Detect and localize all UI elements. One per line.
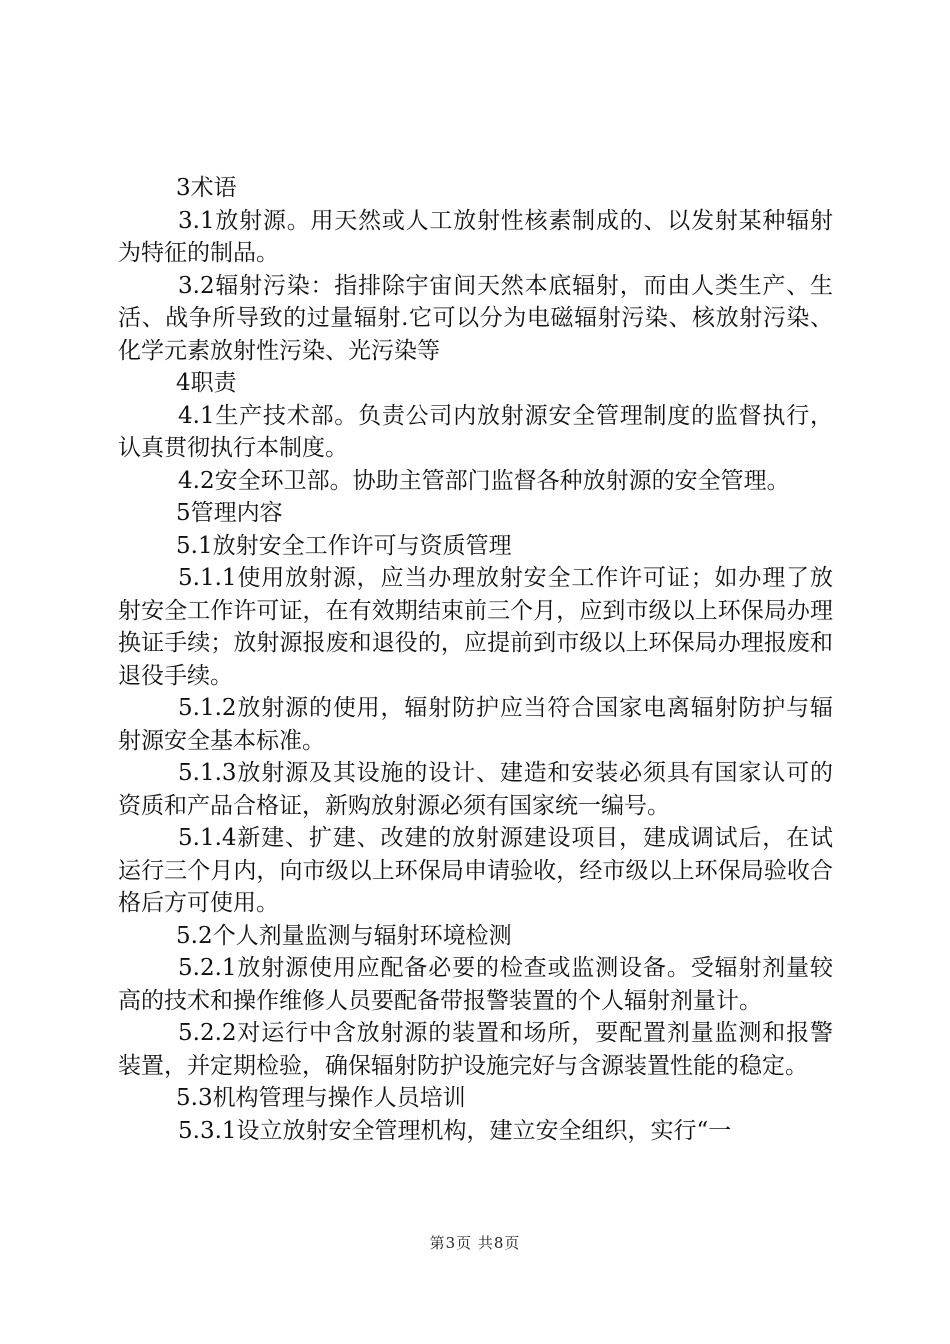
subsection-heading: 5.3机构管理与操作人员培训: [176, 1085, 466, 1111]
paragraph: 5.1.3放射源及其设施的设计、建造和安装必须具有国家认可的资质和产品合格证，新购放射源必须有国家统一编号。: [118, 760, 833, 819]
section-heading: 4职责: [176, 370, 237, 396]
subsection-heading: 5.1放射安全工作许可与资质管理: [176, 532, 512, 559]
section-heading: 5管理内容: [176, 500, 283, 526]
paragraph: 4.2安全环卫部。协助主管部门监督各种放射源的安全管理。: [178, 467, 790, 494]
paragraph: 4.1生产技术部。负责公司内放射源安全管理制度的监督执行，认真贯彻执行本制度。: [118, 402, 833, 461]
paragraph: 5.1.2放射源的使用，辐射防护应当符合国家电离辐射防护与辐射源安全基本标准。: [118, 695, 833, 754]
paragraph: 3.1放射源。用天然或人工放射性核素制成的、以发射某种辐射为特征的制品。: [118, 207, 833, 266]
paragraph: 5.2.2对运行中含放射源的装置和场所，要配置剂量监测和报警装置，并定期检验，确保辐射防护设施完好与含源装置性能的稳定。: [118, 1020, 833, 1079]
paragraph: 5.1.4新建、扩建、改建的放射源建设项目，建成调试后，在试运行三个月内，向市级以上环保局申请验收，经市级以上环保局验收合格后方可使用。: [118, 825, 833, 916]
page-footer: 第3页 共8页: [429, 1234, 521, 1252]
section-heading: 3术语: [176, 175, 237, 201]
paragraph: 5.2.1放射源使用应配备必要的检查或监测设备。受辐射剂量较高的技术和操作维修人员要配备带报警装置的个人辐射剂量计。: [118, 955, 833, 1014]
paragraph: 5.3.1设立放射安全管理机构，建立安全组织，实行“一: [178, 1117, 732, 1144]
subsection-heading: 5.2个人剂量监测与辐射环境检测: [176, 922, 512, 949]
document-body: [118, 172, 833, 1147]
paragraph: 3.2辐射污染：指排除宇宙间天然本底辐射，而由人类生产、生活、战争所导致的过量辐射.它可以分为电磁辐射污染、核放射污染、化学元素放射性污染、光污染等: [118, 272, 833, 364]
paragraph: 5.1.1使用放射源，应当办理放射安全工作许可证；如办理了放射安全工作许可证，在有效期结束前三个月，应到市级以上环保局办理换证手续；放射源报废和退役的，应提前到市级以上环保局办理报废和退役手续。: [118, 565, 833, 689]
